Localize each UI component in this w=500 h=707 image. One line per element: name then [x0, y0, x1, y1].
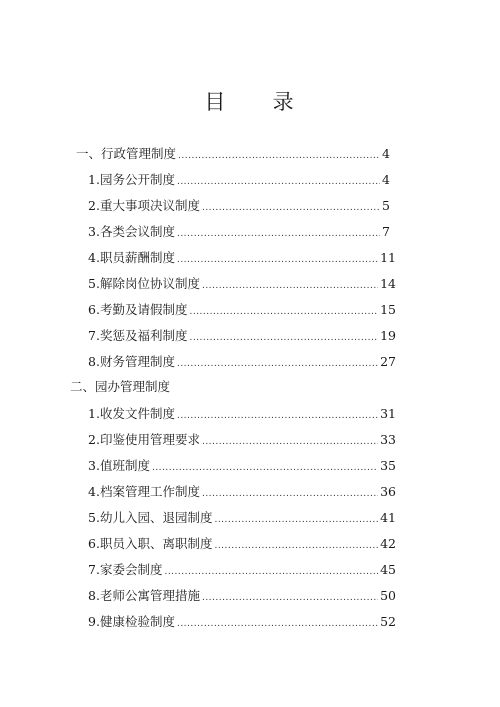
toc-item[interactable]	[88, 197, 390, 215]
toc-page-number: 4	[382, 146, 390, 161]
toc-page-number: 42	[380, 536, 396, 551]
toc-item-label: 财务管理制度	[99, 354, 175, 369]
toc-leader-dots	[177, 173, 380, 191]
toc-item[interactable]	[88, 431, 396, 449]
toc-item[interactable]	[88, 457, 396, 475]
toc-page-number: 5	[382, 198, 390, 213]
toc-item-number: 6.	[88, 302, 100, 317]
toc-item-number: 2.	[88, 432, 100, 447]
toc-page-number: 19	[380, 328, 396, 343]
toc-item[interactable]	[88, 327, 396, 345]
toc-item-number: 3.	[88, 224, 100, 239]
toc-page-number: 14	[380, 276, 396, 291]
toc-item[interactable]	[88, 405, 396, 423]
toc-item-label: 老师公寓管理措施	[99, 588, 200, 603]
toc-item[interactable]	[88, 301, 396, 319]
toc-page-number: 35	[380, 458, 396, 473]
toc-item-label: 健康检验制度	[99, 614, 175, 629]
toc-page-number: 7	[382, 224, 390, 239]
toc-item[interactable]	[88, 223, 390, 241]
toc-page-number: 45	[380, 562, 396, 577]
toc-item-number: 1.	[88, 172, 100, 187]
toc-item-number: 6.	[88, 536, 100, 551]
toc-item[interactable]	[88, 249, 396, 267]
toc-item-label: 家委会制度	[99, 562, 163, 577]
toc-section-heading[interactable]	[70, 378, 270, 396]
toc-page-number: 4	[382, 172, 390, 187]
toc-item[interactable]	[88, 561, 396, 579]
toc-item-number: 5.	[88, 510, 100, 525]
toc-leader-dots	[164, 563, 378, 581]
toc-item-label: 档案管理工作制度	[99, 484, 200, 499]
toc-item[interactable]	[88, 275, 396, 293]
toc-item-number: 8.	[88, 354, 100, 369]
toc-leader-dots	[189, 329, 378, 347]
toc-item[interactable]	[88, 613, 396, 631]
toc-item[interactable]	[88, 483, 396, 501]
toc-leader-dots	[189, 303, 378, 321]
toc-item-number: 4.	[88, 484, 100, 499]
toc-page-number: 27	[380, 354, 396, 369]
toc-item-label: 幼儿入园、退园制度	[99, 510, 213, 525]
toc-title: 目 录	[204, 90, 296, 114]
toc-leader-dots	[177, 225, 380, 243]
toc-page-number: 41	[380, 510, 396, 525]
toc-item-number: 2.	[88, 198, 100, 213]
toc-page-number: 50	[380, 588, 396, 603]
toc-leader-dots	[152, 459, 378, 477]
toc-page-number: 52	[380, 614, 396, 629]
toc-item-label: 解除岗位协议制度	[99, 276, 200, 291]
toc-leader-dots	[178, 147, 380, 165]
toc-leader-dots	[214, 537, 378, 555]
toc-item-number: 1.	[88, 406, 100, 421]
toc-item-label: 印鉴使用管理要求	[99, 432, 200, 447]
toc-item-label: 园务公开制度	[99, 172, 175, 187]
toc-item-number: 7.	[88, 562, 100, 577]
toc-item-label: 职员薪酬制度	[99, 250, 175, 265]
toc-leader-dots	[202, 433, 378, 451]
toc-item-label: 收发文件制度	[99, 406, 175, 421]
toc-item[interactable]	[88, 353, 396, 371]
toc-section-label: 一、行政管理制度	[76, 146, 177, 161]
toc-item-number: 5.	[88, 276, 100, 291]
toc-leader-dots	[177, 407, 378, 425]
toc-leader-dots	[202, 485, 378, 503]
toc-leader-dots	[214, 511, 378, 529]
toc-page-number: 11	[380, 250, 396, 265]
toc-leader-dots	[177, 355, 378, 373]
toc-item[interactable]	[88, 171, 390, 189]
toc-item-number: 3.	[88, 458, 100, 473]
toc-item[interactable]	[88, 509, 396, 527]
toc-page-number: 36	[380, 484, 396, 499]
toc-item-number: 4.	[88, 250, 100, 265]
toc-item-label: 各类会议制度	[99, 224, 175, 239]
toc-item-label: 值班制度	[99, 458, 150, 473]
toc-item-label: 奖惩及福利制度	[99, 328, 188, 343]
toc-section-label: 二、园办管理制度	[70, 379, 171, 394]
toc-leader-dots	[177, 615, 378, 633]
toc-item-number: 9.	[88, 614, 100, 629]
toc-item-label: 重大事项决议制度	[99, 198, 200, 213]
toc-item[interactable]	[88, 587, 396, 605]
toc-item-label: 考勤及请假制度	[99, 302, 188, 317]
toc-page-number: 31	[380, 406, 396, 421]
toc-page-number: 33	[380, 432, 396, 447]
toc-page-number: 15	[380, 302, 396, 317]
toc-leader-dots	[202, 277, 378, 295]
toc-item-number: 8.	[88, 588, 100, 603]
toc-item[interactable]	[88, 535, 396, 553]
toc-leader-dots	[177, 251, 378, 269]
toc-item-label: 职员入职、离职制度	[99, 536, 213, 551]
toc-item-number: 7.	[88, 328, 100, 343]
toc-section-heading[interactable]	[76, 145, 390, 163]
toc-leader-dots	[202, 199, 380, 217]
toc-leader-dots	[202, 589, 378, 607]
